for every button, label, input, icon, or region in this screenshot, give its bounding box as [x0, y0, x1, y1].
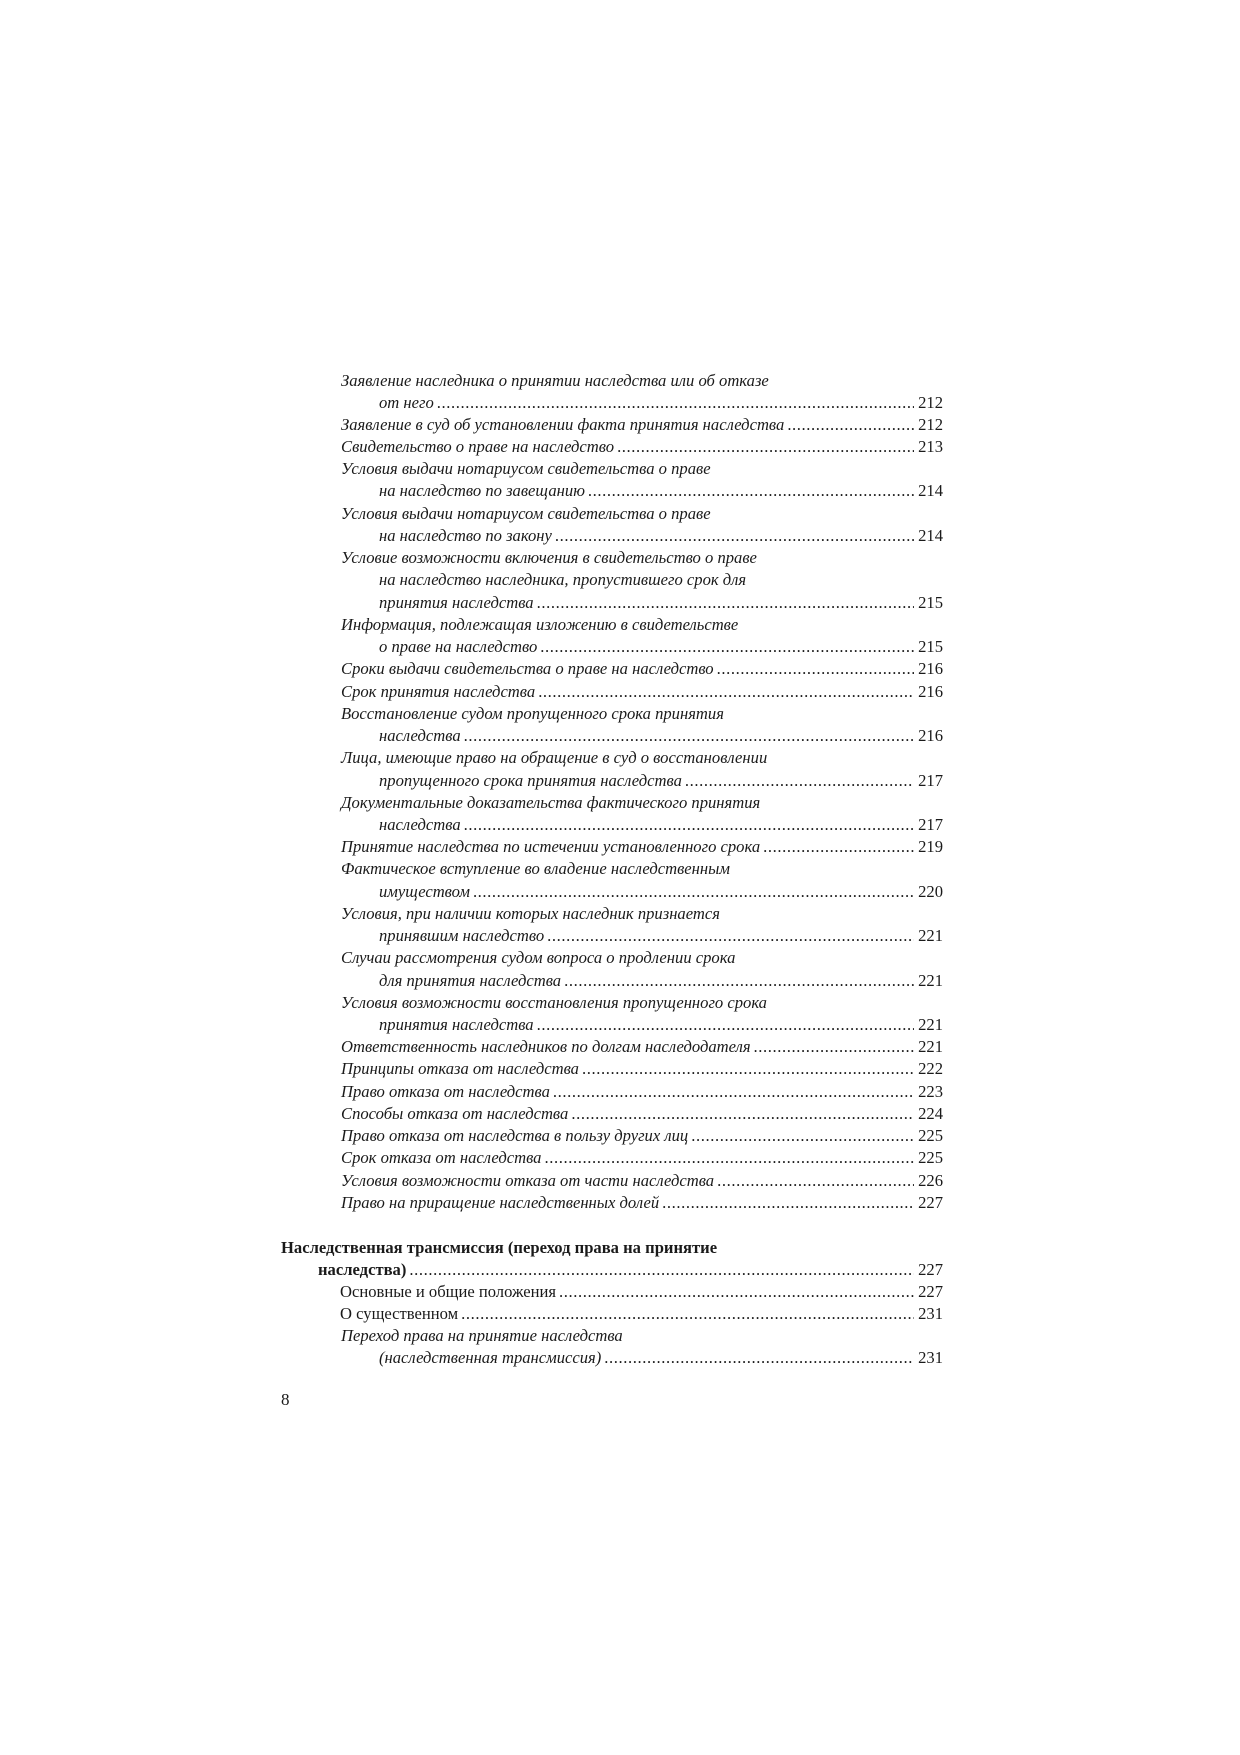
toc-entry-text: Право на приращение наследственных долей — [341, 1193, 660, 1212]
toc-section-heading — [281, 1237, 717, 1259]
toc-page-number: 225 — [918, 1148, 943, 1167]
toc-leader-dots — [787, 414, 914, 436]
toc-entry — [379, 392, 943, 414]
toc-entry — [379, 636, 943, 658]
toc-entry-text: Срок отказа от наследства — [341, 1148, 542, 1167]
toc-leader-dots — [582, 1058, 914, 1080]
toc-page-number: 221 — [918, 1015, 943, 1034]
toc-entry — [341, 858, 730, 880]
toc-entry-text: Право отказа от наследства в пользу других лиц — [341, 1126, 689, 1145]
toc-entry — [341, 1058, 943, 1080]
toc-leader-dots — [553, 1081, 914, 1103]
toc-entry-text: о праве на наследство — [379, 637, 538, 656]
toc-entry-text: принятия наследства — [379, 593, 534, 612]
toc-page-number: 217 — [918, 815, 943, 834]
toc-page-number: 222 — [918, 1059, 943, 1078]
toc-leader-dots — [538, 681, 914, 703]
toc-leader-dots — [662, 1192, 914, 1214]
toc-page-number: 214 — [918, 526, 943, 545]
toc-entry-text: Заявление наследника о принятии наследства или об отказе — [341, 371, 769, 390]
toc-entry — [341, 992, 767, 1014]
toc-entry-text: имуществом — [379, 882, 470, 901]
toc-entry-text: Свидетельство о праве на наследство — [341, 437, 615, 456]
toc-entry-text: Документальные доказательства фактического принятия — [341, 793, 761, 812]
toc-entry — [341, 1192, 943, 1214]
toc-entry-text: Условия возможности отказа от части наследства — [341, 1171, 715, 1190]
toc-entry — [379, 480, 943, 502]
toc-leader-dots — [555, 525, 914, 547]
toc-entry — [341, 836, 943, 858]
toc-entry-text: принявшим наследство — [379, 926, 545, 945]
toc-entry-text: наследства — [379, 726, 461, 745]
toc-page-number: 223 — [918, 1082, 943, 1101]
toc-page-number: 213 — [918, 437, 943, 456]
toc-page-number: 225 — [918, 1126, 943, 1145]
toc-entry-text: Условия возможности восстановления пропущенного срока — [341, 993, 767, 1012]
toc-entry — [341, 436, 943, 458]
toc-entry-text: Ответственность наследников по долгам наследодателя — [341, 1037, 751, 1056]
toc-entry-text: Условия выдачи нотариусом свидетельства о праве — [341, 504, 711, 523]
toc-entry — [341, 747, 767, 769]
toc-entry-text: Заявление в суд об установлении факта принятия наследства — [341, 415, 785, 434]
toc-leader-dots — [540, 636, 914, 658]
toc-entry — [341, 792, 760, 814]
toc-entry-text: (наследственная трансмиссия) — [379, 1348, 602, 1367]
toc-leader-dots — [544, 1147, 914, 1169]
toc-entry — [341, 1325, 623, 1347]
toc-entry — [379, 881, 943, 903]
toc-leader-dots — [685, 770, 914, 792]
toc-entry-text: Переход права на принятие наследства — [341, 1326, 623, 1345]
toc-page-number: 231 — [918, 1348, 943, 1367]
toc-entry — [340, 1303, 943, 1325]
toc-entry-text: Основные и общие положения — [340, 1282, 556, 1301]
toc-entry — [341, 903, 720, 925]
toc-leader-dots — [604, 1347, 914, 1369]
toc-entry — [379, 592, 943, 614]
toc-entry-text: пропущенного срока принятия наследства — [379, 771, 682, 790]
toc-entry-text: принятия наследства — [379, 1015, 534, 1034]
toc-page-number: 231 — [918, 1304, 943, 1323]
toc-entry — [341, 414, 943, 436]
toc-entry — [379, 725, 943, 747]
toc-entry-text: Принципы отказа от наследства — [341, 1059, 579, 1078]
toc-entry-text: Срок принятия наследства — [341, 682, 536, 701]
toc-page-number: 214 — [918, 481, 943, 500]
toc-page-number: 216 — [918, 659, 943, 678]
toc-page-number: 227 — [918, 1282, 943, 1301]
toc-page-number: 227 — [918, 1193, 943, 1212]
toc-entry — [341, 1103, 943, 1125]
toc-entry — [341, 681, 943, 703]
toc-leader-dots — [409, 1259, 914, 1281]
toc-entry-text: Способы отказа от наследства — [341, 1104, 569, 1123]
toc-page-number: 224 — [918, 1104, 943, 1123]
toc-leader-dots — [691, 1125, 914, 1147]
toc-page-number: 220 — [918, 882, 943, 901]
toc-entry — [341, 947, 735, 969]
toc-entry-text: на наследство по закону — [379, 526, 552, 545]
toc-entry-text: Информация, подлежащая изложению в свидетельстве — [341, 615, 739, 634]
toc-leader-dots — [588, 480, 914, 502]
toc-entry — [341, 503, 711, 525]
toc-page-number: 212 — [918, 415, 943, 434]
toc-entry-text: Наследственная трансмиссия (переход права на принятие — [281, 1238, 718, 1257]
toc-entry — [341, 1081, 943, 1103]
toc-entry-text: наследства — [379, 815, 461, 834]
toc-entry-text: на наследство наследника, пропустившего срок для — [379, 570, 747, 589]
toc-section-heading — [318, 1259, 943, 1281]
toc-entry — [341, 614, 738, 636]
toc-page-number: 215 — [918, 593, 943, 612]
toc-entry-text: наследства) — [318, 1260, 407, 1279]
toc-entry — [379, 569, 746, 591]
toc-entry-text: Условия выдачи нотариусом свидетельства о праве — [341, 459, 711, 478]
toc-entry-text: Случаи рассмотрения судом вопроса о продлении срока — [341, 948, 736, 967]
toc-leader-dots — [763, 836, 914, 858]
toc-entry — [379, 1014, 943, 1036]
toc-entry — [379, 525, 943, 547]
toc-entry — [341, 458, 711, 480]
toc-page-number: 227 — [918, 1260, 943, 1279]
toc-leader-dots — [559, 1281, 914, 1303]
toc-entry — [379, 770, 943, 792]
toc-leader-dots — [717, 658, 915, 680]
page-number: 8 — [281, 1390, 290, 1409]
toc-leader-dots — [473, 881, 914, 903]
toc-entry-text: Условие возможности включения в свидетельство о праве — [341, 548, 757, 567]
toc-page-number: 216 — [918, 726, 943, 745]
toc-entry-text: на наследство по завещанию — [379, 481, 585, 500]
toc-page-number: 219 — [918, 837, 943, 856]
toc-leader-dots — [537, 592, 915, 614]
toc-entry — [379, 970, 943, 992]
toc-leader-dots — [717, 1170, 914, 1192]
toc-page-number: 221 — [918, 926, 943, 945]
toc-leader-dots — [464, 814, 914, 836]
toc-entry — [341, 1147, 943, 1169]
toc-entry — [341, 1125, 943, 1147]
toc-leader-dots — [537, 1014, 915, 1036]
toc-entry — [341, 703, 724, 725]
toc-entry-text: от него — [379, 393, 434, 412]
toc-leader-dots — [464, 725, 914, 747]
toc-leader-dots — [754, 1036, 915, 1058]
toc-leader-dots — [437, 392, 914, 414]
toc-entry-text: Восстановление судом пропущенного срока принятия — [341, 704, 724, 723]
toc-entry — [340, 1281, 943, 1303]
toc-entry-text: для принятия наследства — [379, 971, 562, 990]
toc-leader-dots — [564, 970, 914, 992]
toc-page-number: 217 — [918, 771, 943, 790]
toc-entry — [341, 658, 943, 680]
toc-leader-dots — [571, 1103, 914, 1125]
toc-entry — [341, 547, 757, 569]
toc-page-number: 216 — [918, 682, 943, 701]
toc-entry — [379, 814, 943, 836]
toc-leader-dots — [461, 1303, 914, 1325]
toc-page-number: 215 — [918, 637, 943, 656]
toc-entry — [379, 925, 943, 947]
toc-leader-dots — [547, 925, 914, 947]
toc-page-number: 221 — [918, 1037, 943, 1056]
toc-entry-text: Принятие наследства по истечении установленного срока — [341, 837, 761, 856]
toc-entry — [341, 1036, 943, 1058]
toc-entry-text: Право отказа от наследства — [341, 1082, 550, 1101]
toc-entry — [341, 370, 769, 392]
toc-page-number: 212 — [918, 393, 943, 412]
toc-entry-text: Условия, при наличии которых наследник признается — [341, 904, 720, 923]
toc-entry-text: Сроки выдачи свидетельства о праве на наследство — [341, 659, 714, 678]
toc-entry — [379, 1347, 943, 1369]
toc-entry-text: Фактическое вступление во владение наследственным — [341, 859, 730, 878]
toc-entry-text: Лица, имеющие право на обращение в суд о восстановлении — [341, 748, 768, 767]
toc-entry-text: О существенном — [340, 1304, 459, 1323]
toc-page-number: 226 — [918, 1171, 943, 1190]
toc-page-number: 221 — [918, 971, 943, 990]
toc-entry — [341, 1170, 943, 1192]
toc-leader-dots — [617, 436, 914, 458]
